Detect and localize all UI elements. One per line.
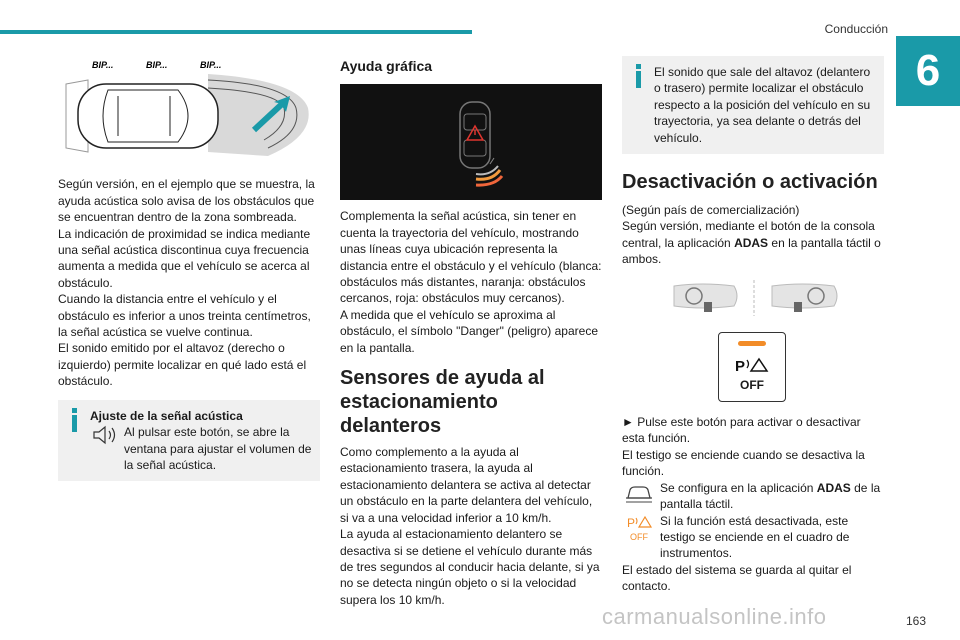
off-label: OFF [740,378,764,393]
rear-parking-sensor-illustration [58,44,320,162]
info-icon [68,408,80,432]
info-box-speaker [622,56,884,154]
park-assist-off-button[interactable] [718,332,786,402]
warning-lamp-row [622,513,884,562]
paragraph: Como complemento a la ayuda al estacionamiento trasera, la ayuda al estacionamiento delantera se activa al detectar un obstáculo en la parte delantera del vehículo, si va a una velocidad inferior a 10 km/h. [340,445,593,525]
section-title: Conducción [824,22,888,36]
heading-visual-aid: Ayuda gráfica [340,58,433,74]
paragraph: El testigo se enciende cuando se desactiva la función. [622,447,865,479]
watermark: carmanualsonline.info [602,604,827,629]
paragraph: ► Pulse este botón para activar o desactivar esta función. [622,415,861,446]
paragraph: Según versión, en el ejemplo que se muestra, la ayuda acústica solo avisa de los obstáculos que se encuentran dentro de la zona sombreada. [58,177,315,225]
parking-screen-illustration [340,84,602,200]
info-box-sound-settings [58,400,320,482]
parking-sensor-icon [733,355,773,375]
park-assist-off-warning-lamp-icon [622,513,656,543]
adas-config-row [622,480,884,513]
paragraph: La indicación de proximidad se indica mediante una señal acústica discontinua cuya frecuencia aumenta a medida que el vehículo se acerca al obstáculo. [58,226,311,290]
paragraph: La ayuda al estacionamiento delantero se desactiva si se detiene el vehículo durante más de tres segundos al conducir hacia delante, si ya no se detecta ningún objeto o si la velocidad supera los 10 km/h. [340,527,600,607]
paragraph: El sonido emitido por el altavoz (derecho o izquierdo) permite localizar en qué lado está el obstáculo. [58,341,307,389]
bip-label-3: BIP... [200,60,222,70]
svg-text:P: P [735,358,746,376]
console-location-illustration [622,276,884,320]
paragraph: El estado del sistema se guarda al quitar el contacto. [622,562,852,594]
info-icon [632,64,644,88]
info-box-title: Ajuste de la señal acústica [90,408,243,423]
paragraph: Si la función está desactivada, este testigo se enciende en el cuadro de instrumentos. [660,513,850,561]
column-3 [622,44,884,595]
info-box-text: Al pulsar este botón, se abre la ventana para ajustar el volumen de la señal acústica. [124,425,312,472]
bip-label-1: BIP... [92,60,114,70]
warning-lamp-off-label: OFF [630,531,648,542]
bip-label-2: BIP... [146,60,168,70]
section-title-front-sensors: Sensores de ayuda al estacionamiento delanteros [340,367,545,438]
paragraph: Complementa la señal acústica, sin tener en cuenta la trayectoria del vehículo, mostrando unas líneas cuya ubicación representa la distancia entre el obstáculo y el vehículo (blanca: obstáculos más distantes, naranja: obstáculos cercanos, roja: obstáculos muy cercanos). [340,209,602,306]
column-1 [58,44,320,481]
header-accent-bar [0,30,472,34]
svg-text:P: P [627,515,636,530]
page-number: 163 [905,614,926,628]
paragraph: (Según país de comercialización) [622,203,800,218]
car-top-view-danger-icon [340,84,602,200]
chapter-number: 6 [896,36,960,106]
paragraph: Se configura en la aplicación ADAS de la pantalla táctil. [660,480,881,512]
car-adas-icon [622,480,656,508]
paragraph: Cuando la distancia entre el vehículo y el obstáculo es inferior a unos treinta centímetros, la señal acústica se vuelve continua. [58,292,311,340]
paragraph: A medida que el vehículo se aproxima al obstáculo, el símbolo "Danger" (peligro) aparece en la pantalla. [340,307,598,355]
orange-indicator-light [738,341,766,346]
speaker-volume-icon [90,424,120,446]
info-box-text: El sonido que sale del altavoz (delantero o trasero) permite localizar el obstáculo respecto a la posición del vehículo en su trayectoria, ya sea delante o detrás del vehículo. [654,65,871,145]
column-2 [340,44,602,608]
paragraph: Según versión, mediante el botón de la consola central, la aplicación ADAS en la pantalla táctil o ambos. [622,219,881,267]
section-title-deactivation: Desactivación o activación [622,171,878,194]
